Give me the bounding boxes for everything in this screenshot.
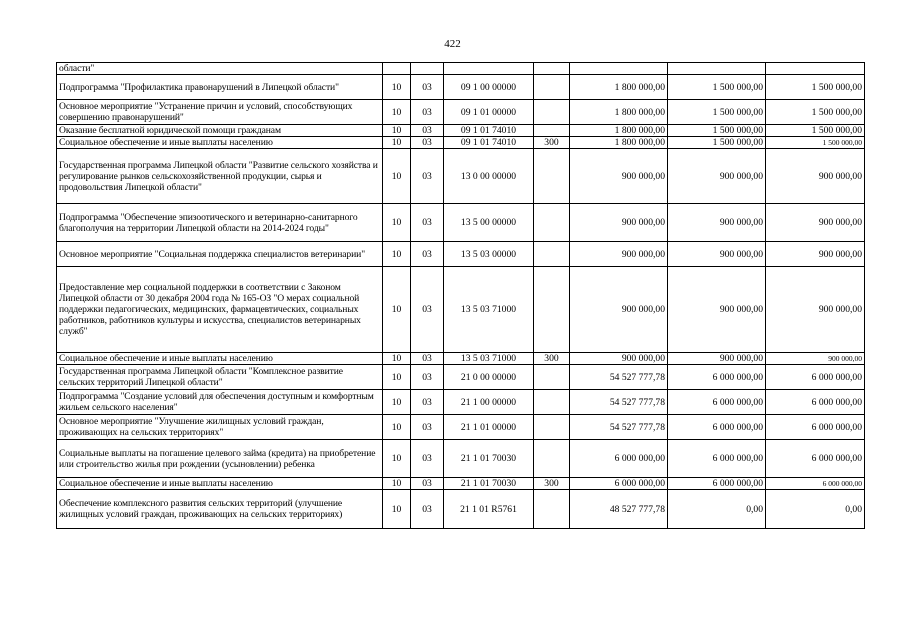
cell-s1: 48 527 777,78 <box>570 490 668 529</box>
cell-s1: 900 000,00 <box>570 149 668 204</box>
cell-sec: 10 <box>383 100 411 125</box>
cell-name: Социальное обеспечение и иные выплаты населению <box>57 137 383 149</box>
cell-csr: 09 1 01 74010 <box>444 137 534 149</box>
cell-s1: 900 000,00 <box>570 242 668 267</box>
cell-s3: 6 000 000,00 <box>766 390 865 415</box>
cell-s1: 1 800 000,00 <box>570 125 668 137</box>
cell-sub: 03 <box>411 478 444 490</box>
cell-sub: 03 <box>411 440 444 478</box>
cell-csr: 21 1 01 70030 <box>444 478 534 490</box>
cell-sec: 10 <box>383 125 411 137</box>
cell-csr: 21 1 00 00000 <box>444 390 534 415</box>
cell-sub: 03 <box>411 365 444 390</box>
cell-vr <box>534 490 570 529</box>
cell-s2: 900 000,00 <box>668 242 766 267</box>
cell-csr: 13 5 03 71000 <box>444 267 534 353</box>
cell-s3: 900 000,00 <box>766 204 865 242</box>
table-row <box>57 63 865 75</box>
cell-s3: 900 000,00 <box>766 242 865 267</box>
cell-csr: 21 0 00 00000 <box>444 365 534 390</box>
cell-vr <box>534 365 570 390</box>
cell-s2: 6 000 000,00 <box>668 365 766 390</box>
cell-sec: 10 <box>383 204 411 242</box>
cell-s2: 1 500 000,00 <box>668 75 766 100</box>
table-body <box>57 63 865 529</box>
cell-sec: 10 <box>383 149 411 204</box>
cell-sub: 03 <box>411 125 444 137</box>
cell-s2: 900 000,00 <box>668 267 766 353</box>
cell-vr <box>534 100 570 125</box>
cell-sec: 10 <box>383 478 411 490</box>
cell-sec <box>383 63 411 75</box>
cell-name: Подпрограмма "Создание условий для обеспечения доступным и комфортным жильем сельского населения" <box>57 390 383 415</box>
cell-s2: 900 000,00 <box>668 204 766 242</box>
cell-s3 <box>766 63 865 75</box>
cell-sec: 10 <box>383 490 411 529</box>
cell-s1: 900 000,00 <box>570 204 668 242</box>
cell-csr: 21 1 01 70030 <box>444 440 534 478</box>
table-row <box>57 365 865 390</box>
cell-s3: 1 500 000,00 <box>766 75 865 100</box>
cell-s1: 6 000 000,00 <box>570 478 668 490</box>
cell-sub: 03 <box>411 353 444 365</box>
table-row <box>57 440 865 478</box>
cell-sec: 10 <box>383 415 411 440</box>
table-row <box>57 478 865 490</box>
cell-sub <box>411 63 444 75</box>
cell-s1: 900 000,00 <box>570 267 668 353</box>
cell-s2: 900 000,00 <box>668 353 766 365</box>
cell-sec: 10 <box>383 440 411 478</box>
cell-sub: 03 <box>411 267 444 353</box>
cell-sub: 03 <box>411 390 444 415</box>
cell-name: Основное мероприятие "Улучшение жилищных условий граждан, проживающих на сельских территориях" <box>57 415 383 440</box>
cell-name: Основное мероприятие "Социальная поддержка специалистов ветеринарии" <box>57 242 383 267</box>
cell-s3: 900 000,00 <box>766 353 865 365</box>
page-number: 422 <box>444 38 461 50</box>
cell-s2: 0,00 <box>668 490 766 529</box>
cell-s1: 1 800 000,00 <box>570 75 668 100</box>
cell-s2: 900 000,00 <box>668 149 766 204</box>
cell-s1: 900 000,00 <box>570 353 668 365</box>
cell-name: Социальное обеспечение и иные выплаты населению <box>57 353 383 365</box>
cell-sec: 10 <box>383 365 411 390</box>
cell-name: области" <box>57 63 383 75</box>
cell-sub: 03 <box>411 137 444 149</box>
cell-name: Оказание бесплатной юридической помощи гражданам <box>57 125 383 137</box>
cell-csr <box>444 63 534 75</box>
cell-s3: 6 000 000,00 <box>766 415 865 440</box>
cell-sec: 10 <box>383 267 411 353</box>
cell-name: Государственная программа Липецкой области "Развитие сельского хозяйства и регулирование рынков сельскохозяйственной продукции, сырья и продовольствия Липецкой области" <box>57 149 383 204</box>
cell-s2: 1 500 000,00 <box>668 137 766 149</box>
cell-csr: 13 5 00 00000 <box>444 204 534 242</box>
table-row <box>57 137 865 149</box>
cell-s3: 0,00 <box>766 490 865 529</box>
cell-vr <box>534 415 570 440</box>
cell-s3: 1 500 000,00 <box>766 100 865 125</box>
cell-name: Государственная программа Липецкой области "Комплексное развитие сельских территорий Липецкой области" <box>57 365 383 390</box>
cell-s1: 6 000 000,00 <box>570 440 668 478</box>
cell-s2: 6 000 000,00 <box>668 390 766 415</box>
table-row <box>57 353 865 365</box>
cell-s1: 54 527 777,78 <box>570 365 668 390</box>
budget-table <box>56 62 865 529</box>
cell-sub: 03 <box>411 75 444 100</box>
table-row <box>57 75 865 100</box>
cell-vr: 300 <box>534 353 570 365</box>
cell-s1: 1 800 000,00 <box>570 137 668 149</box>
cell-name: Обеспечение комплексного развития сельских территорий (улучшение жилищных условий граждан, проживающих на сельских территориях) <box>57 490 383 529</box>
cell-sub: 03 <box>411 204 444 242</box>
cell-vr <box>534 204 570 242</box>
cell-csr: 09 1 01 00000 <box>444 100 534 125</box>
cell-sec: 10 <box>383 353 411 365</box>
cell-s2: 6 000 000,00 <box>668 440 766 478</box>
cell-vr: 300 <box>534 137 570 149</box>
table-row <box>57 415 865 440</box>
cell-sec: 10 <box>383 242 411 267</box>
cell-s3: 6 000 000,00 <box>766 478 865 490</box>
cell-s3: 6 000 000,00 <box>766 440 865 478</box>
cell-s2: 1 500 000,00 <box>668 125 766 137</box>
cell-name: Подпрограмма "Профилактика правонарушений в Липецкой области" <box>57 75 383 100</box>
table-row <box>57 390 865 415</box>
cell-name: Предоставление мер социальной поддержки в соответствии с Законом Липецкой области от 30 декабря 2004 года № 165-ОЗ "О мерах социальной поддержки педагогических, медицинских, фармацевтических, социальных работников, работников культуры и искусства, специалистов ветеринарных служб" <box>57 267 383 353</box>
cell-sub: 03 <box>411 415 444 440</box>
cell-csr: 21 1 01 R5761 <box>444 490 534 529</box>
cell-s3: 900 000,00 <box>766 267 865 353</box>
cell-sub: 03 <box>411 490 444 529</box>
cell-vr <box>534 125 570 137</box>
cell-csr: 13 5 03 71000 <box>444 353 534 365</box>
cell-vr <box>534 440 570 478</box>
cell-sec: 10 <box>383 390 411 415</box>
cell-name: Основное мероприятие "Устранение причин и условий, способствующих совершению правонарушений" <box>57 100 383 125</box>
cell-csr: 13 0 00 00000 <box>444 149 534 204</box>
cell-s3: 1 500 000,00 <box>766 137 865 149</box>
table-row <box>57 125 865 137</box>
cell-s2: 6 000 000,00 <box>668 478 766 490</box>
cell-s1: 54 527 777,78 <box>570 390 668 415</box>
cell-s3: 1 500 000,00 <box>766 125 865 137</box>
table-row <box>57 242 865 267</box>
cell-csr: 09 1 00 00000 <box>444 75 534 100</box>
cell-vr <box>534 390 570 415</box>
cell-s1: 54 527 777,78 <box>570 415 668 440</box>
cell-vr <box>534 149 570 204</box>
table-row <box>57 490 865 529</box>
cell-name: Социальное обеспечение и иные выплаты населению <box>57 478 383 490</box>
cell-vr <box>534 267 570 353</box>
cell-name: Подпрограмма "Обеспечение эпизоотического и ветеринарно-санитарного благополучия на территории Липецкой области на 2014-2024 годы" <box>57 204 383 242</box>
cell-vr <box>534 75 570 100</box>
cell-csr: 09 1 01 74010 <box>444 125 534 137</box>
cell-csr: 13 5 03 00000 <box>444 242 534 267</box>
table-row <box>57 204 865 242</box>
cell-s2: 1 500 000,00 <box>668 100 766 125</box>
table-row <box>57 149 865 204</box>
cell-sec: 10 <box>383 137 411 149</box>
cell-name: Социальные выплаты на погашение целевого займа (кредита) на приобретение или строительство жилья при рождении (усыновлении) ребенка <box>57 440 383 478</box>
cell-vr: 300 <box>534 478 570 490</box>
cell-sec: 10 <box>383 75 411 100</box>
cell-s1: 1 800 000,00 <box>570 100 668 125</box>
cell-s2 <box>668 63 766 75</box>
cell-s2: 6 000 000,00 <box>668 415 766 440</box>
table-row <box>57 267 865 353</box>
cell-s3: 900 000,00 <box>766 149 865 204</box>
cell-sub: 03 <box>411 100 444 125</box>
cell-sub: 03 <box>411 242 444 267</box>
cell-sub: 03 <box>411 149 444 204</box>
cell-csr: 21 1 01 00000 <box>444 415 534 440</box>
table-row <box>57 100 865 125</box>
cell-s1 <box>570 63 668 75</box>
cell-vr <box>534 63 570 75</box>
cell-vr <box>534 242 570 267</box>
cell-s3: 6 000 000,00 <box>766 365 865 390</box>
